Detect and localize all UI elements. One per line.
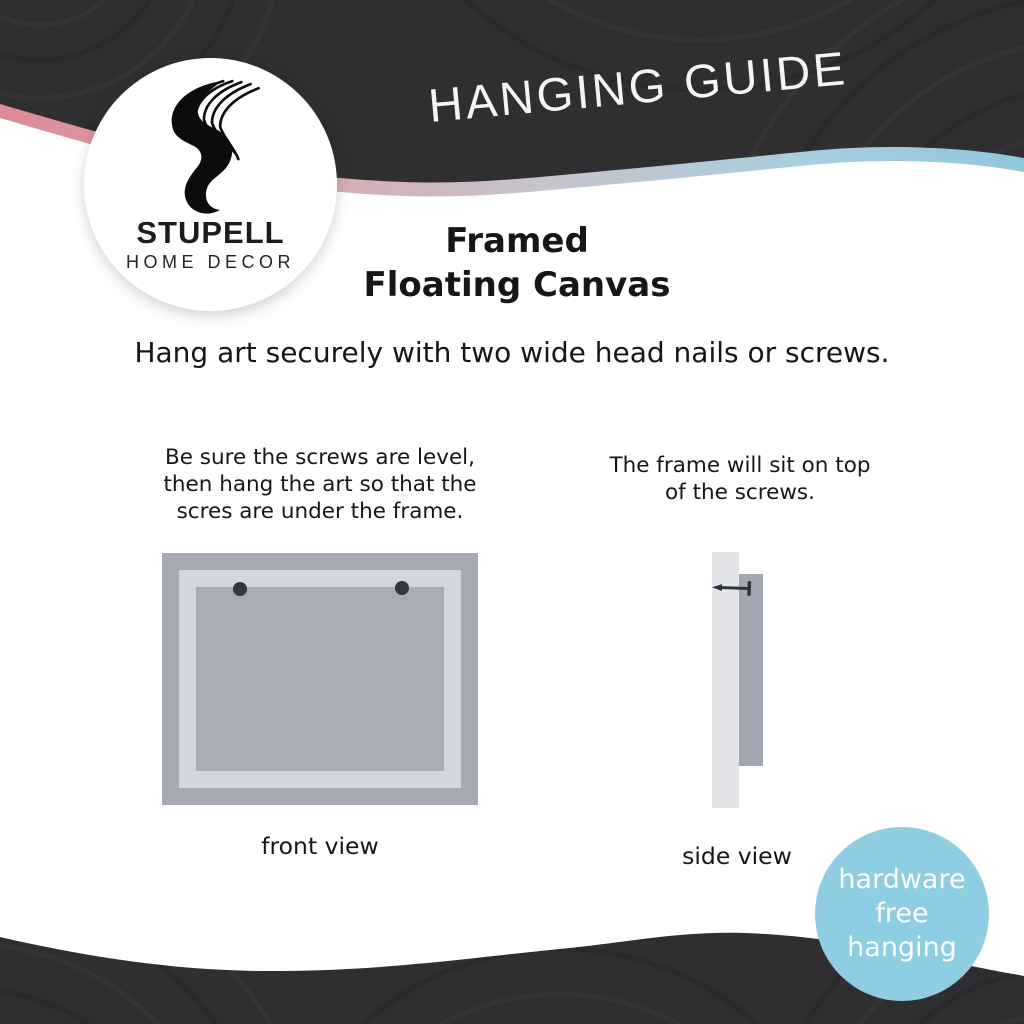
- side-view-note: [585, 452, 895, 506]
- nail-icon: [711, 577, 760, 599]
- front-view-note-line1: Be sure the screws are level,: [165, 445, 475, 470]
- front-view-note: [120, 444, 520, 525]
- front-view-note-line3: scres are under the frame.: [176, 499, 464, 524]
- brand-logo-badge: [84, 58, 337, 311]
- front-view-diagram: [162, 553, 478, 805]
- badge-line2: free: [875, 898, 929, 929]
- frame-canvas: [196, 587, 444, 771]
- screw-icon: [395, 581, 409, 595]
- badge-line3: hanging: [847, 932, 957, 963]
- product-title: [292, 219, 742, 307]
- side-view-note-line2: of the screws.: [665, 480, 815, 505]
- product-title-line1: Framed: [445, 221, 589, 261]
- side-view-note-line1: The frame will sit on top: [609, 453, 871, 478]
- brand-name: STUPELL: [136, 215, 285, 250]
- hardware-free-badge: [815, 827, 989, 1001]
- front-view-label: front view: [261, 832, 379, 860]
- screw-icon: [233, 582, 247, 596]
- page-title: HANGING GUIDE: [426, 41, 850, 132]
- main-instruction: Hang art securely with two wide head nails or screws.: [134, 336, 890, 369]
- product-title-line2: Floating Canvas: [363, 265, 671, 305]
- side-view-frame-bar: [739, 574, 763, 766]
- brand-tagline: HOME DECOR: [125, 252, 295, 272]
- front-view-note-line2: then hang the art so that the: [163, 472, 477, 497]
- badge-line1: hardware: [838, 864, 966, 895]
- stupell-s-swoosh-icon: [140, 74, 282, 216]
- side-view-label: side view: [682, 842, 792, 870]
